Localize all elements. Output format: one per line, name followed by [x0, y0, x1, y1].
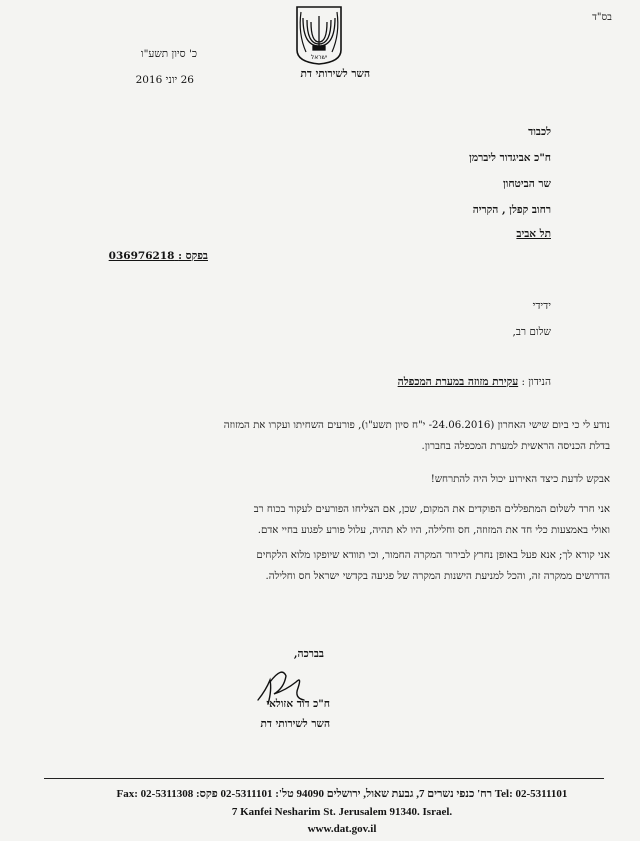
- date-hebrew: כ' סיון תשע"ו: [140, 48, 197, 60]
- signer-title: השר לשירותי דת: [260, 718, 330, 730]
- recipient-name: ח"כ אביגדור ליברמן: [469, 152, 551, 164]
- footer-tel: Tel: 02-5311101: [494, 788, 568, 800]
- footer-contact-line: [96, 788, 588, 800]
- fax-label: בפקס :: [178, 250, 208, 262]
- closing-blessing: בברכה,: [293, 648, 324, 660]
- state-emblem-icon: [294, 4, 344, 66]
- paragraph-1-line-1: נודע לי כי ביום שישי האחרון (24.06.2016- י"ח סיון תשע"ו), פורעים השחיתו ועקרו את המזוזה: [223, 420, 610, 431]
- recipient-city: תל אביב: [516, 228, 551, 240]
- signer-name: ח"כ דוד אזולאי: [266, 698, 330, 710]
- bsd-marker: בס"ד: [592, 12, 612, 23]
- footer-website: www.dat.gov.il: [307, 823, 377, 835]
- footer-hebrew-address: רח' כנפי נשרים 7, גבעת שאול, ירושלים 94090 טל': 02-5311101 פקס:: [196, 788, 493, 800]
- recipient-street: רחוב קפלן , הקריה: [472, 204, 551, 216]
- greeting-friend: ידידי: [532, 300, 551, 312]
- fax-line: [109, 250, 208, 262]
- subject-label: הנידון :: [521, 376, 551, 388]
- recipient-salutation: לכבוד: [528, 126, 551, 138]
- paragraph-3-line-2: ואולי באמצעות כלי חד את המזוזה, חס וחלילה, היו לא תהיה, עלול פורע לפגוע בחיי אדם.: [257, 525, 610, 536]
- emblem-caption: ישראל: [310, 54, 328, 61]
- paragraph-4-line-1: אני קורא לך; אנא פעל באופן נחרץ לבירור המקרה החמור, וכי תוודא שיופקו מלוא הלקחים: [256, 550, 610, 561]
- paragraph-4-line-2: הדרושים ממקרה זה, והכל למניעת הישנות המקרה של פגיעה בקדשי ישראל חס וחלילה.: [265, 571, 610, 582]
- paragraph-3-line-1: אני חרד לשלום המתפללים הפוקדים את המקום, שכן, אם הצליחו הפורעים לעקור בכוח רב: [253, 504, 610, 515]
- greeting-hello: שלום רב,: [512, 326, 551, 338]
- paragraph-2: אבקש לדעת כיצד האירוע יכול היה להתרחש!: [430, 474, 610, 485]
- subject-text: עקירת מזוזה במערת המכפלה: [397, 376, 519, 388]
- subject-line: [398, 376, 551, 388]
- recipient-title: שר הביטחון: [502, 178, 551, 190]
- fax-number: 036976218: [108, 250, 175, 262]
- paragraph-1-line-2: בדלת הכניסה הראשית למערת המכפלה בחברון.: [421, 441, 610, 452]
- footer-divider: [44, 778, 604, 779]
- footer-fax: Fax: 02-5311308: [116, 788, 194, 800]
- office-title: השר לשירותי דת: [300, 68, 370, 80]
- date-gregorian: 26 יוני 2016: [135, 74, 194, 86]
- footer-english-address: 7 Kanfei Nesharim St. Jerusalem 91340. Israel.: [231, 806, 453, 818]
